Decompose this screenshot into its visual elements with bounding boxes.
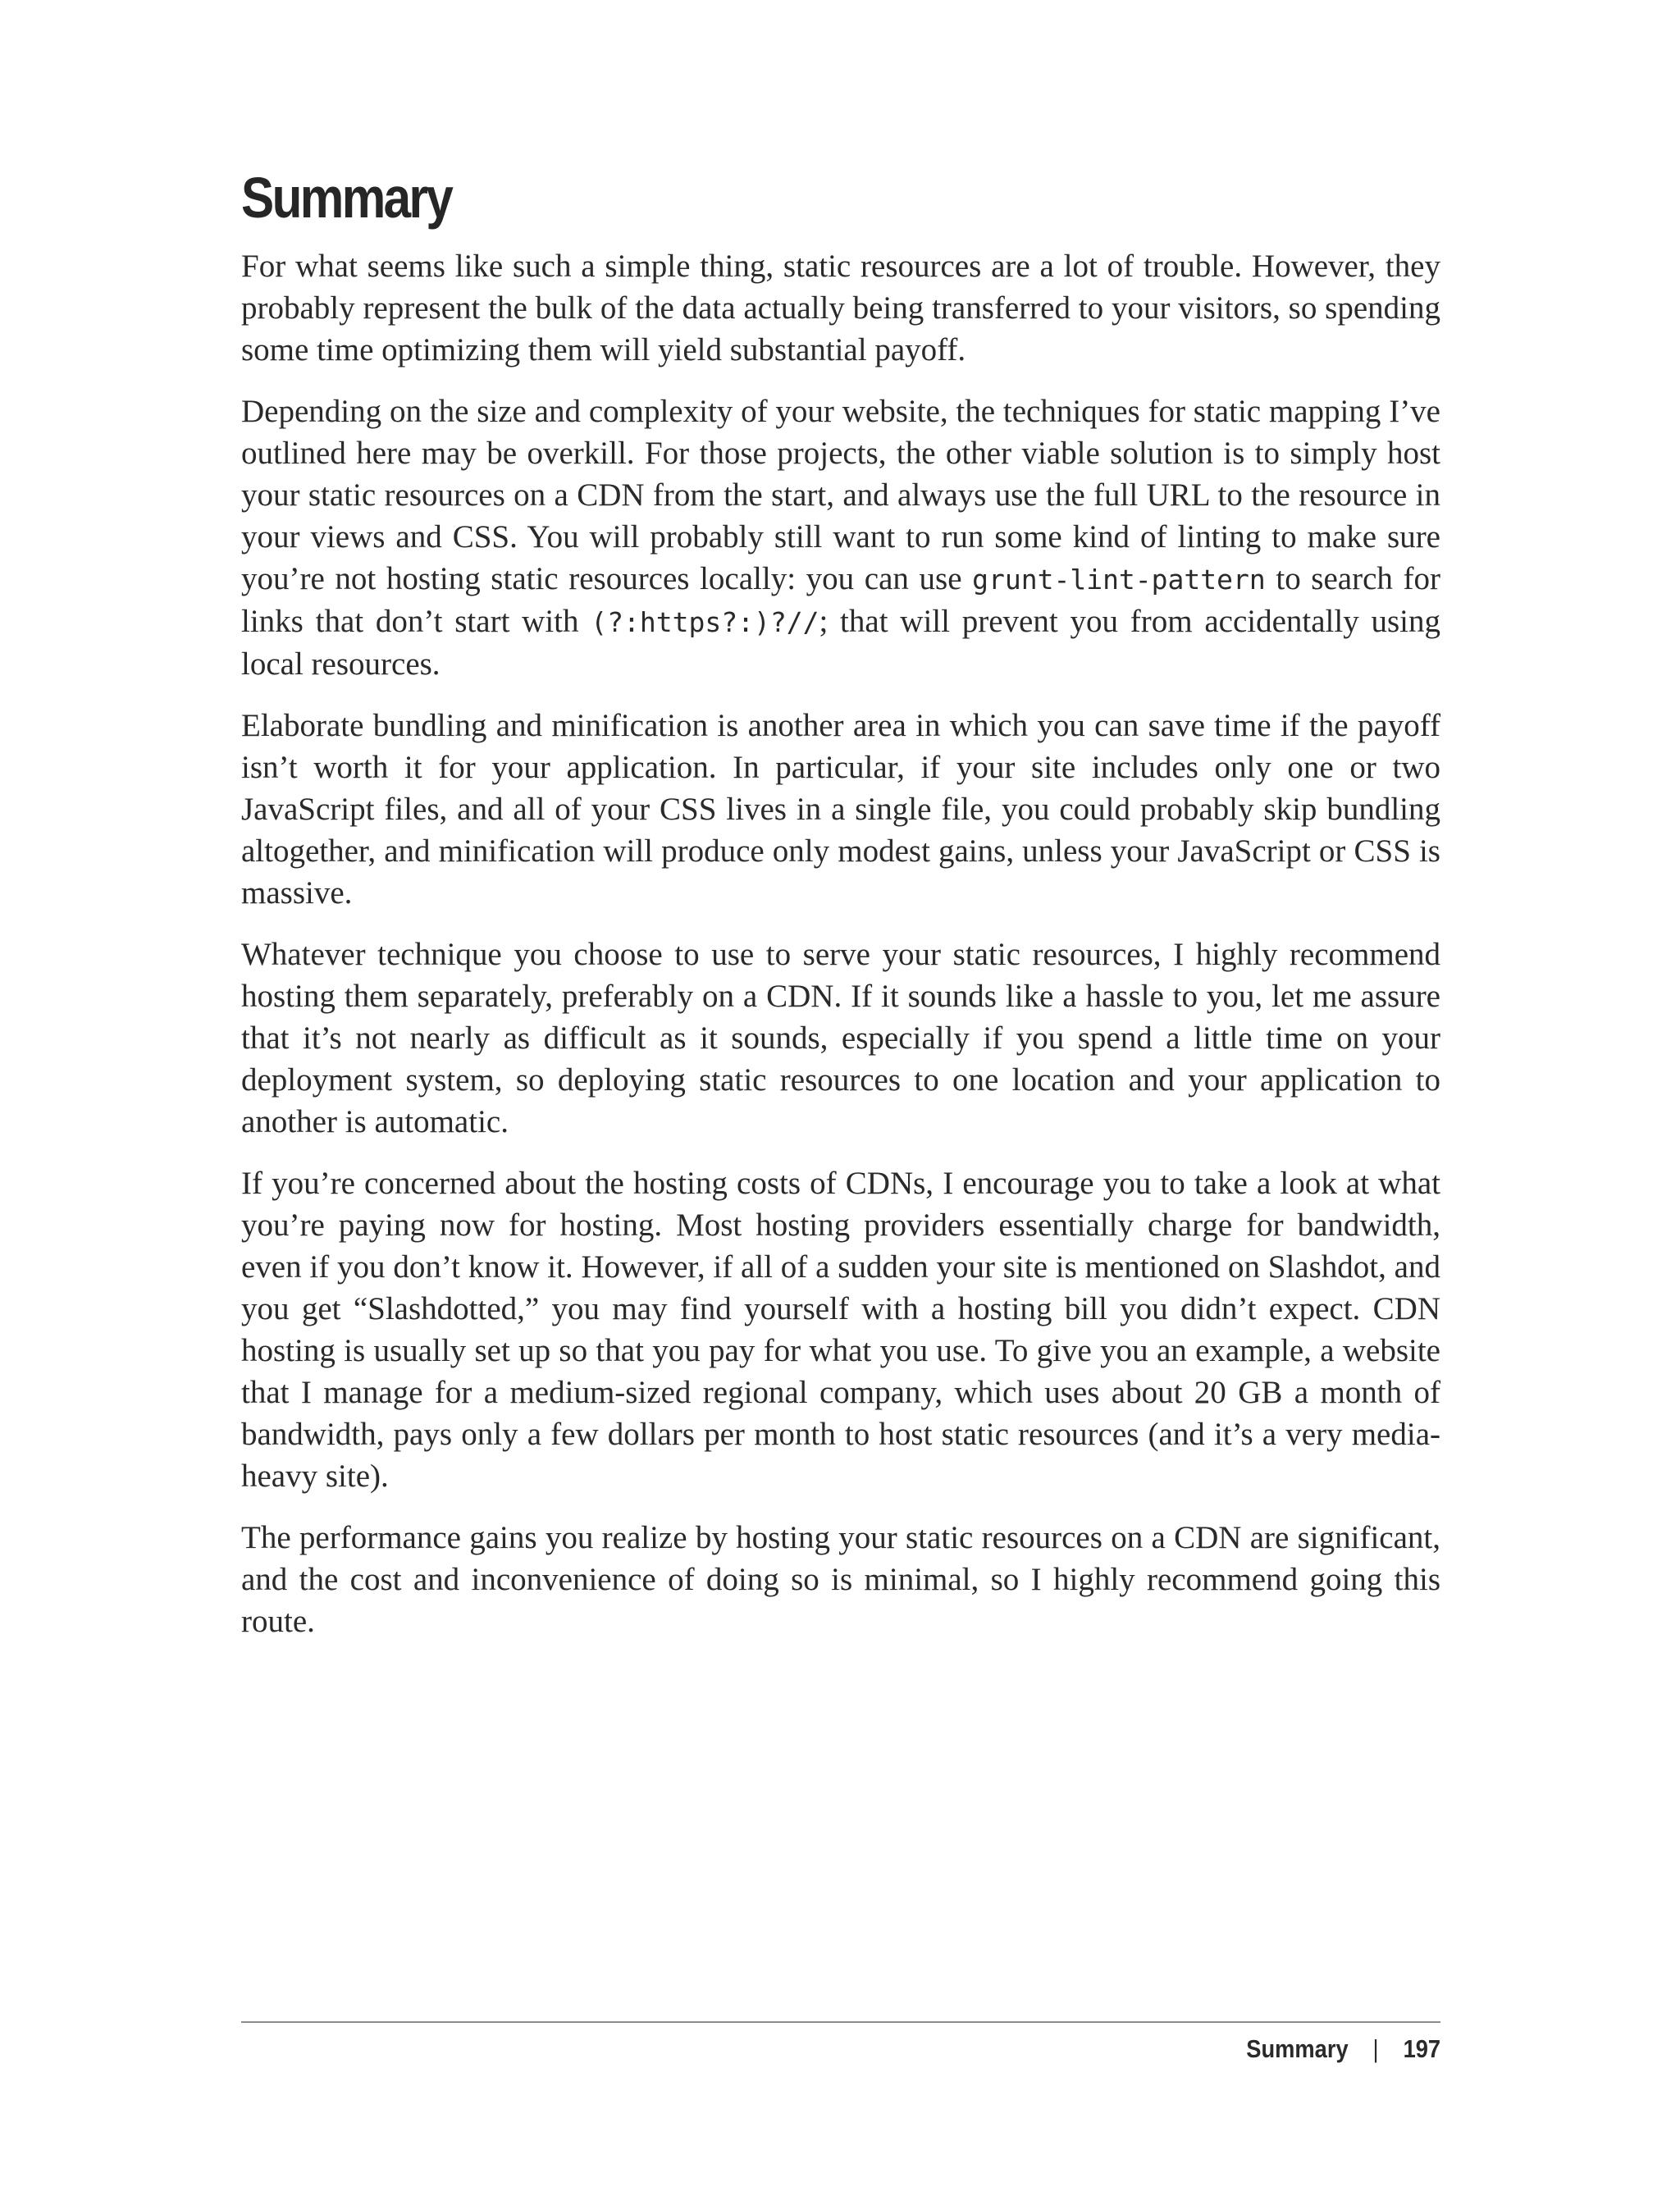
paragraph-5: If you’re concerned about the hosting costs of CDNs, I encourage you to take a look at what you’re paying now for hosting. Most hosting providers essentially charge for bandwidth, even if you don’t know it. However, if all of a sudden your site is mentioned on Slashdot, and you get “Slashdotted,” you may find yourself with a hosting bill you didn’t expect. CDN hosting is usually set up so that you pay for what you use. To give you an example, a website that I manage for a medium-sized regional company, which uses about 20 GB a month of bandwidth, pays only a few dollars per month to host static resources (and it’s a very media-heavy site). bbox=[241, 1165, 1440, 1494]
page-footer bbox=[1246, 2034, 1440, 2064]
paragraph-6: The performance gains you realize by hosting your static resources on a CDN are significant, and the cost and inconvenience of doing so is minimal, so I highly recommend going this route. bbox=[241, 1519, 1440, 1639]
paragraph-2-text-a: Depending on the size and complexity of your website, the techniques for static mapping I’ve outlined here may be overkill. For those projects, the other viable solution is to simply host your static resources on a CDN from the start, and always use the full URL to the resource in your views and CSS. You will probably still want to run some kind of linting to make sure you’re not hosting static resources locally: you can use bbox=[241, 393, 1440, 596]
section-heading: Summary bbox=[241, 166, 452, 230]
paragraph-1: For what seems like such a simple thing, static resources are a lot of trouble. However, they probably represent the bulk of the data actually being transferred to your visitors, so spending some time optimizing them will yield substantial payoff. bbox=[241, 248, 1440, 368]
footer-rule bbox=[241, 2021, 1440, 2023]
paragraph-4: Whatever technique you choose to use to serve your static resources, I highly recommend hosting them separately, preferably on a CDN. If it sounds like a hassle to you, let me assure that it’s not nearly as difficult as it sounds, especially if you spend a little time on your deployment system, so deploying static resources to one location and your application to another is automatic. bbox=[241, 936, 1440, 1139]
code-url-regex: (?:https?:)?// bbox=[591, 605, 819, 638]
code-grunt-lint-pattern: grunt-lint-pattern bbox=[972, 563, 1266, 596]
paragraph-2 bbox=[241, 390, 1440, 685]
footer-section-label: Summary bbox=[1246, 2034, 1349, 2063]
footer-separator: | bbox=[1372, 2034, 1379, 2063]
page-content bbox=[241, 168, 1440, 1662]
paragraph-2-text-b: to search for links that don’t start with bbox=[241, 560, 1440, 639]
page-number: 197 bbox=[1403, 2034, 1440, 2063]
paragraph-3: Elaborate bundling and minification is another area in which you can save time if the payoff isn’t worth it for your application. In particular, if your site includes only one or two JavaScript files, and all of your CSS lives in a single file, you could probably skip bundling altogether, and minification will produce only modest gains, unless your JavaScript or CSS is massive. bbox=[241, 707, 1440, 911]
paragraph-2-text-c: ; that will prevent you from accidentally using local resources. bbox=[241, 603, 1440, 682]
